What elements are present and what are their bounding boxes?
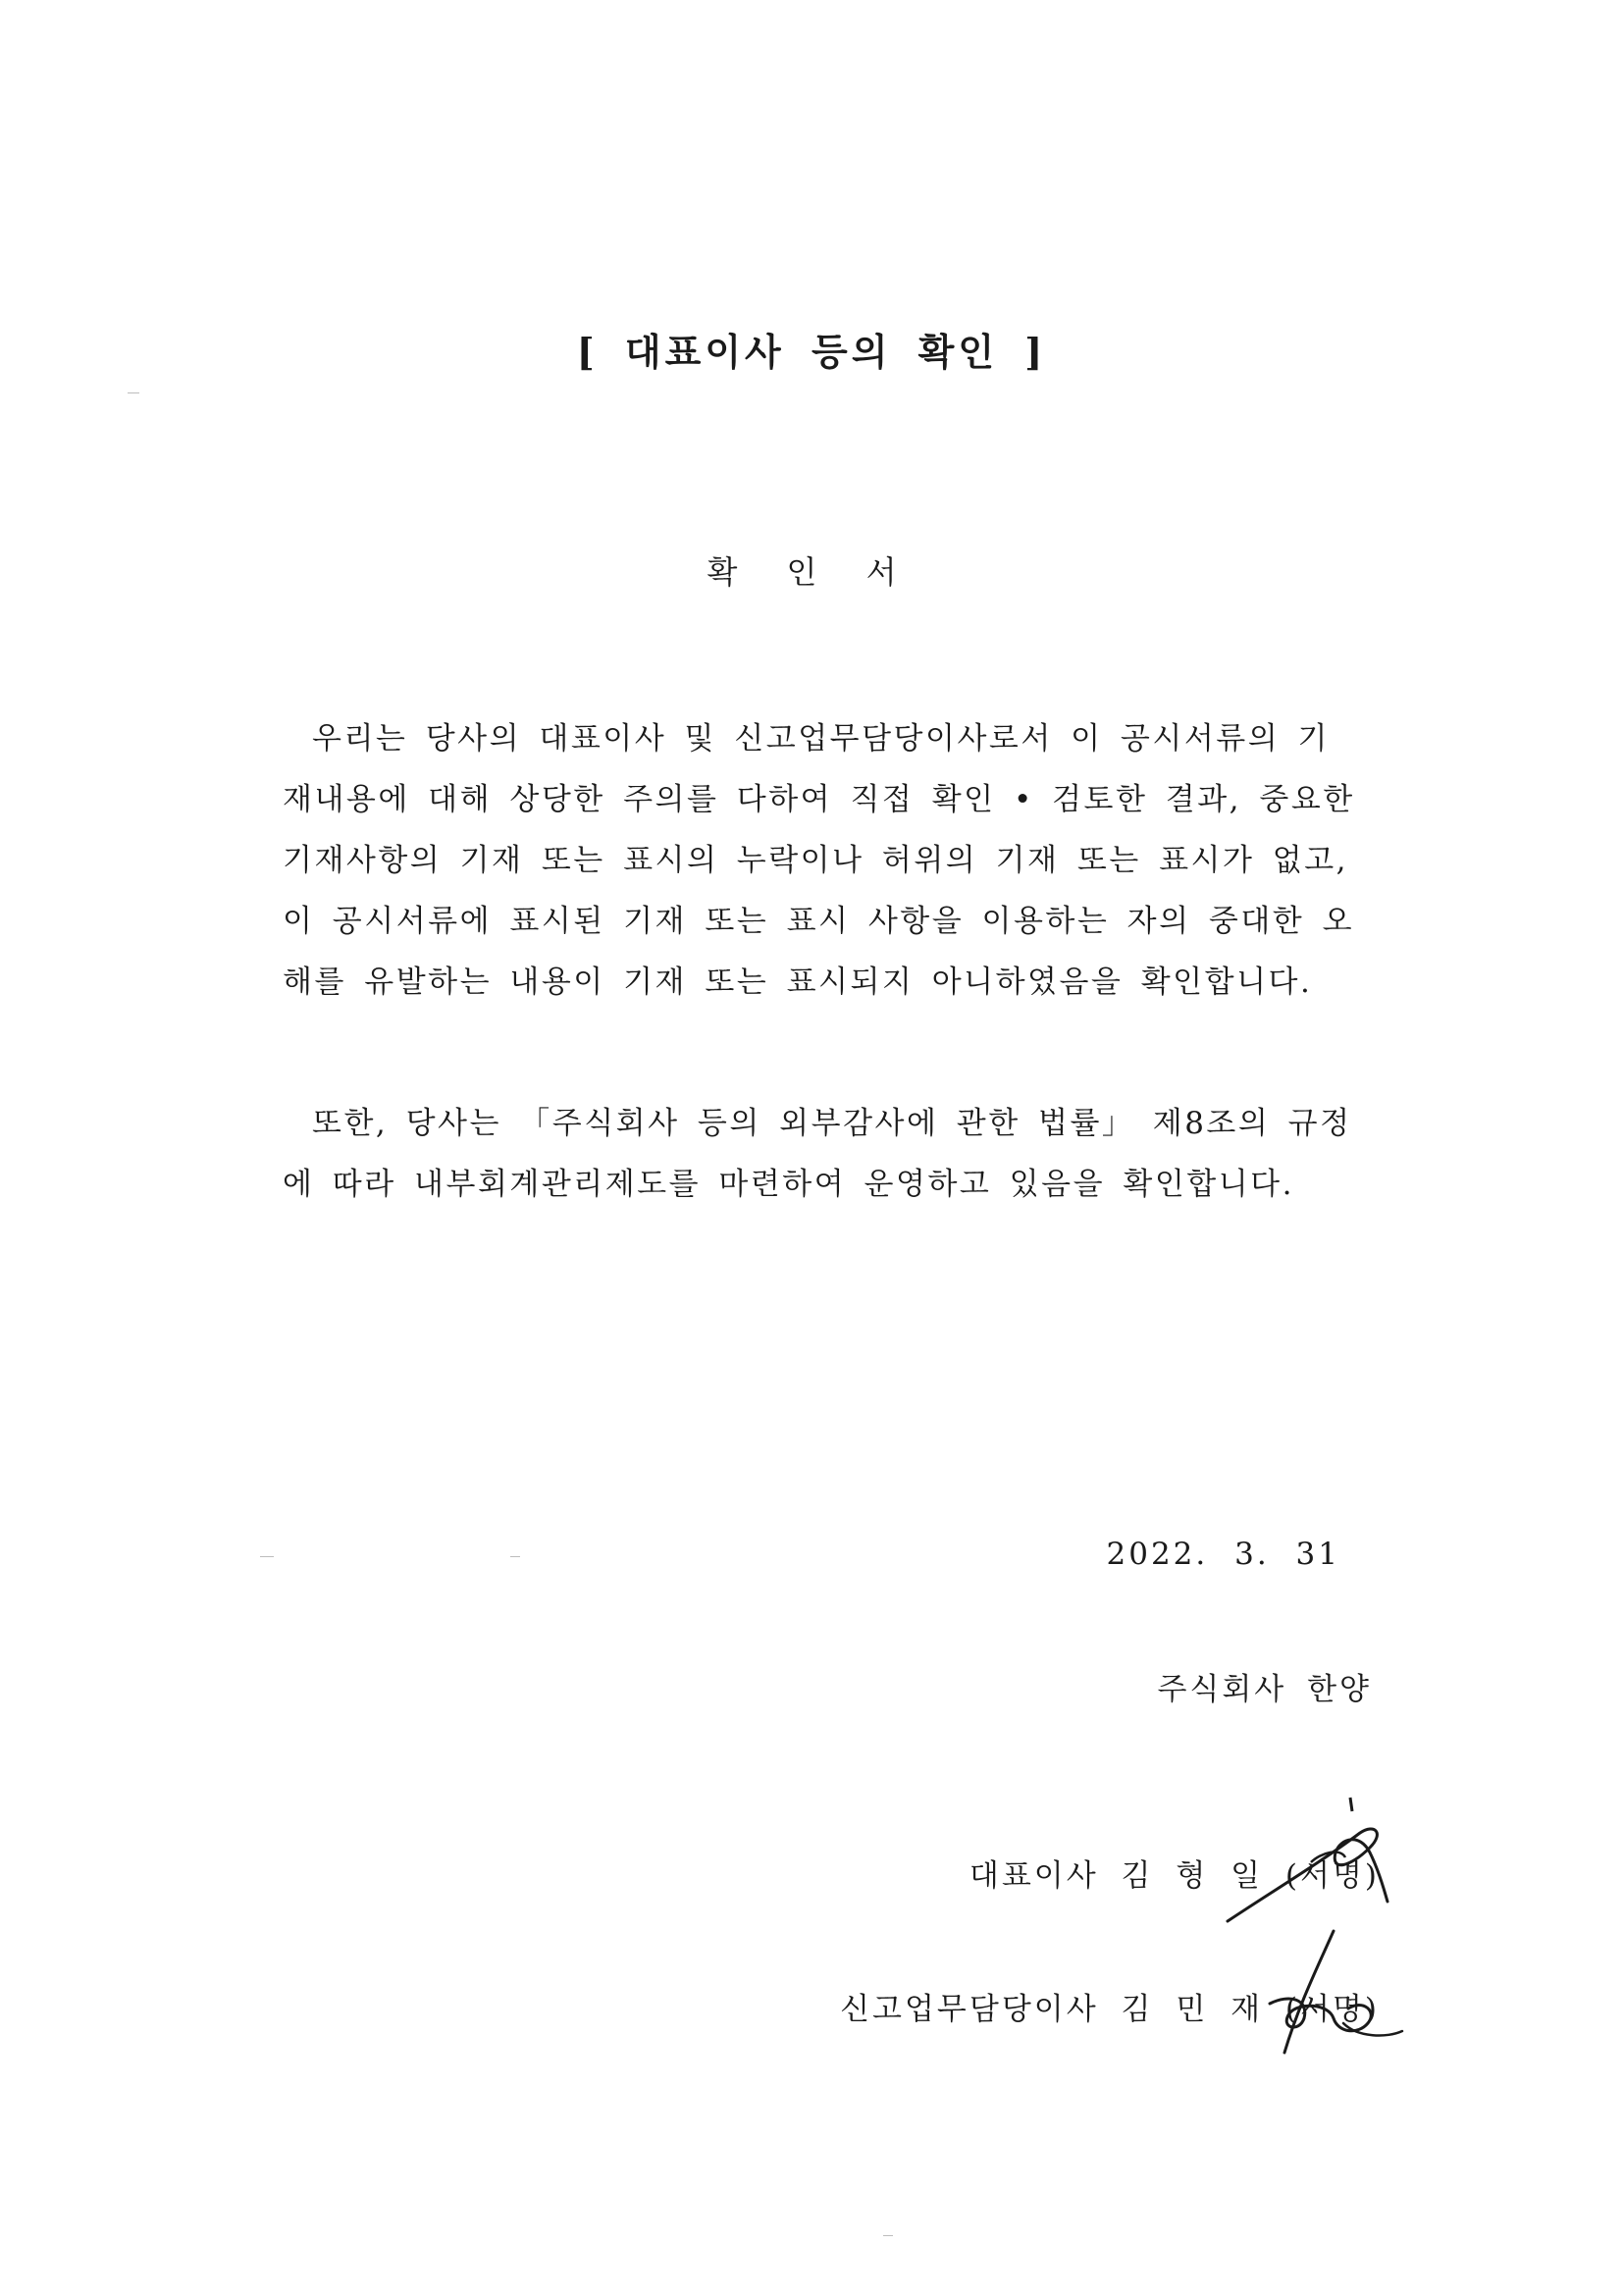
scan-speck xyxy=(883,2235,893,2236)
paragraph-line: 에 따라 내부회계관리제도를 마련하여 운영하고 있음을 확인합니다. xyxy=(283,1167,1294,1202)
scan-speck xyxy=(128,392,139,393)
paragraph-line: 이 공시서류에 표시된 기재 또는 표시 사항을 이용하는 자의 중대한 오 xyxy=(283,904,1355,939)
scan-speck xyxy=(510,1556,520,1557)
confirmation-paragraph-1 xyxy=(283,708,1382,1013)
paragraph-line: 해를 유발하는 내용이 기재 또는 표시되지 아니하였음을 확인합니다. xyxy=(283,965,1313,1000)
paragraph-line: 기재사항의 기재 또는 표시의 누락이나 허위의 기재 또는 표시가 없고, xyxy=(283,843,1349,878)
disclosure-director-signature-line: 신고업무담당이사 김 민 재 (서명) xyxy=(840,1992,1380,2027)
paragraph-line: 우리는 당사의 대표이사 및 신고업무담당이사로서 이 공시서류의 기 xyxy=(312,721,1330,757)
confirmation-paragraph-2 xyxy=(283,1093,1382,1215)
scan-speck xyxy=(260,1556,274,1557)
paragraph-line: 재내용에 대해 상당한 주의를 다하여 직접 확인 • 검토한 결과, 중요한 xyxy=(283,782,1355,817)
ceo-signature-line: 대표이사 김 형 일 (서명) xyxy=(969,1858,1380,1894)
document-heading: [ 대표이사 등의 확인 ] xyxy=(576,330,1047,374)
document-date: 2022. 3. 31 xyxy=(1106,1537,1340,1572)
company-name: 주식회사 한양 xyxy=(1157,1672,1372,1707)
paragraph-line: 또한, 당사는 「주식회사 등의 외부감사에 관한 법률」 제8조의 규정 xyxy=(312,1106,1352,1141)
document-subtitle: 확 인 서 xyxy=(707,553,916,591)
